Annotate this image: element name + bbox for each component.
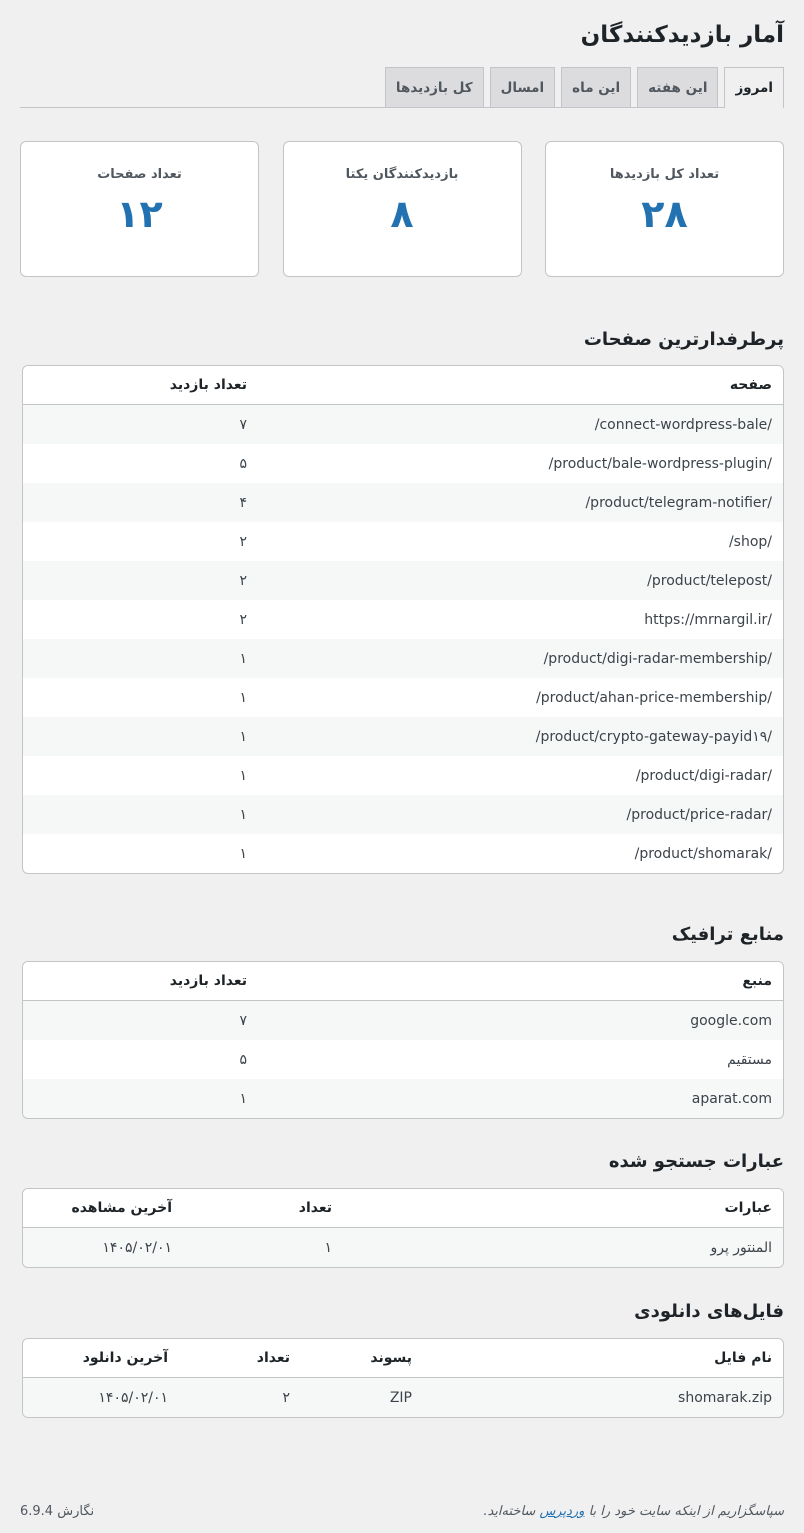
stat-label: بازدیدکنندگان یکتا bbox=[345, 167, 459, 182]
stat-card-unique-visitors bbox=[283, 141, 522, 277]
traffic-sources-title: منابع ترافیک bbox=[671, 924, 784, 945]
search-terms-table bbox=[22, 1188, 784, 1268]
popular-pages-title: پرطرفدارترین صفحات bbox=[583, 329, 784, 350]
last-seen-date: ۱۴۰۵/۰۲/۰۱ bbox=[23, 1228, 183, 1267]
visit-count: ۱ bbox=[239, 845, 247, 862]
visit-count: ۱ bbox=[239, 689, 247, 706]
visit-count: ۵ bbox=[239, 1051, 247, 1068]
column-filename: نام فایل bbox=[423, 1339, 783, 1378]
table-row bbox=[23, 1228, 783, 1267]
column-visits: تعداد بازدید bbox=[23, 962, 258, 1001]
visit-count: ۵ bbox=[239, 455, 247, 472]
stat-value: ۲۸ bbox=[641, 192, 688, 236]
visit-count: ۱ bbox=[23, 1079, 258, 1118]
table-header-row bbox=[23, 366, 783, 405]
column-last-download: آخرین دانلود bbox=[23, 1339, 179, 1378]
page-path: https://mrnargil.ir/ bbox=[644, 611, 772, 628]
admin-footer bbox=[20, 1504, 784, 1519]
file-name: shomarak.zip bbox=[423, 1378, 783, 1417]
footer-thanks-text-end: ساخته‌اید. bbox=[483, 1504, 540, 1519]
tab-this-week[interactable]: این هفته bbox=[637, 67, 718, 107]
page-path: /product/shomarak/ bbox=[634, 845, 772, 862]
file-extension: ZIP bbox=[301, 1378, 423, 1417]
footer-thanks bbox=[483, 1504, 784, 1519]
table-row bbox=[23, 444, 783, 483]
visit-count: ۲ bbox=[239, 611, 247, 628]
page-path: /connect-wordpress-bale/ bbox=[594, 416, 772, 433]
table-row bbox=[23, 522, 783, 561]
table-header-row bbox=[23, 1339, 783, 1378]
table-row bbox=[23, 405, 783, 444]
page-title: آمار بازدیدکنندگان bbox=[580, 22, 784, 48]
page-path: /product/price-radar/ bbox=[626, 806, 772, 823]
period-tabs bbox=[20, 68, 784, 108]
tab-today[interactable]: امروز bbox=[724, 67, 784, 108]
column-term: عبارات bbox=[343, 1189, 783, 1228]
page-path: /product/digi-radar/ bbox=[635, 767, 772, 784]
page-path: /product/bale-wordpress-plugin/ bbox=[548, 455, 772, 472]
visit-count: ۴ bbox=[23, 483, 258, 522]
traffic-source: مستقیم bbox=[727, 1051, 772, 1068]
table-row bbox=[23, 1378, 783, 1417]
table-row bbox=[23, 1079, 783, 1118]
tab-this-year[interactable]: امسال bbox=[490, 67, 556, 107]
column-source: منبع bbox=[258, 962, 783, 1001]
page-path: /product/telegram-notifier/ bbox=[585, 494, 772, 511]
visit-count: ۷ bbox=[23, 405, 258, 444]
page-path: /product/ahan-price-membership/ bbox=[536, 689, 772, 706]
table-row bbox=[23, 561, 783, 600]
table-row bbox=[23, 1001, 783, 1040]
table-row bbox=[23, 834, 783, 873]
tab-all-visits[interactable]: کل بازدیدها bbox=[385, 67, 484, 107]
table-row bbox=[23, 639, 783, 678]
traffic-source: google.com bbox=[258, 1001, 783, 1040]
column-page: صفحه bbox=[258, 366, 783, 405]
download-count: ۲ bbox=[179, 1378, 301, 1417]
page-path: /shop/ bbox=[728, 533, 772, 550]
wordpress-link[interactable]: وردپرس bbox=[539, 1504, 585, 1519]
downloads-table bbox=[22, 1338, 784, 1418]
page-path: /product/digi-radar-membership/ bbox=[543, 650, 772, 667]
stat-label: تعداد صفحات bbox=[97, 167, 182, 182]
column-last-seen: آخرین مشاهده bbox=[23, 1189, 183, 1228]
tab-this-month[interactable]: این ماه bbox=[561, 67, 631, 107]
table-header-row bbox=[23, 1189, 783, 1228]
visit-count: ۱ bbox=[23, 795, 258, 834]
column-visits: تعداد بازدید bbox=[23, 366, 258, 405]
column-extension: پسوند bbox=[301, 1339, 423, 1378]
stat-card-total-visits bbox=[545, 141, 784, 277]
visit-count: ۱ bbox=[239, 767, 247, 784]
table-header-row bbox=[23, 962, 783, 1001]
term-count: ۱ bbox=[183, 1228, 343, 1267]
stat-card-page-count bbox=[20, 141, 259, 277]
table-row bbox=[23, 795, 783, 834]
visit-count: ۱ bbox=[23, 717, 258, 756]
stat-label: تعداد کل بازدیدها bbox=[609, 167, 720, 182]
stat-cards bbox=[20, 141, 784, 277]
search-terms-title: عبارات جستجو شده bbox=[608, 1151, 784, 1172]
table-row bbox=[23, 1040, 783, 1079]
stat-value: ۱۲ bbox=[116, 192, 163, 236]
visit-count: ۲ bbox=[239, 533, 247, 550]
column-count: تعداد bbox=[179, 1339, 301, 1378]
page-path: /product/crypto-gateway-payid۱۹/ bbox=[535, 728, 772, 745]
table-row bbox=[23, 678, 783, 717]
table-row bbox=[23, 600, 783, 639]
popular-pages-table bbox=[22, 365, 784, 874]
search-term: المنتور پرو bbox=[343, 1228, 783, 1267]
visit-count: ۷ bbox=[23, 1001, 258, 1040]
footer-thanks-text: سپاسگزاریم از اینکه سایت خود را با bbox=[584, 1504, 784, 1519]
column-count: تعداد bbox=[183, 1189, 343, 1228]
table-row bbox=[23, 717, 783, 756]
downloads-title: فایل‌های دانلودی bbox=[634, 1301, 784, 1322]
last-download-date: ۱۴۰۵/۰۲/۰۱ bbox=[23, 1378, 179, 1417]
table-row bbox=[23, 756, 783, 795]
traffic-source: aparat.com bbox=[258, 1079, 783, 1118]
visit-count: ۱ bbox=[23, 639, 258, 678]
table-row bbox=[23, 483, 783, 522]
stat-value: ۸ bbox=[390, 192, 414, 236]
visit-count: ۲ bbox=[23, 561, 258, 600]
footer-version: نگارش 6.9.4 bbox=[20, 1504, 95, 1519]
traffic-sources-table bbox=[22, 961, 784, 1119]
page-path: /product/telepost/ bbox=[647, 572, 772, 589]
